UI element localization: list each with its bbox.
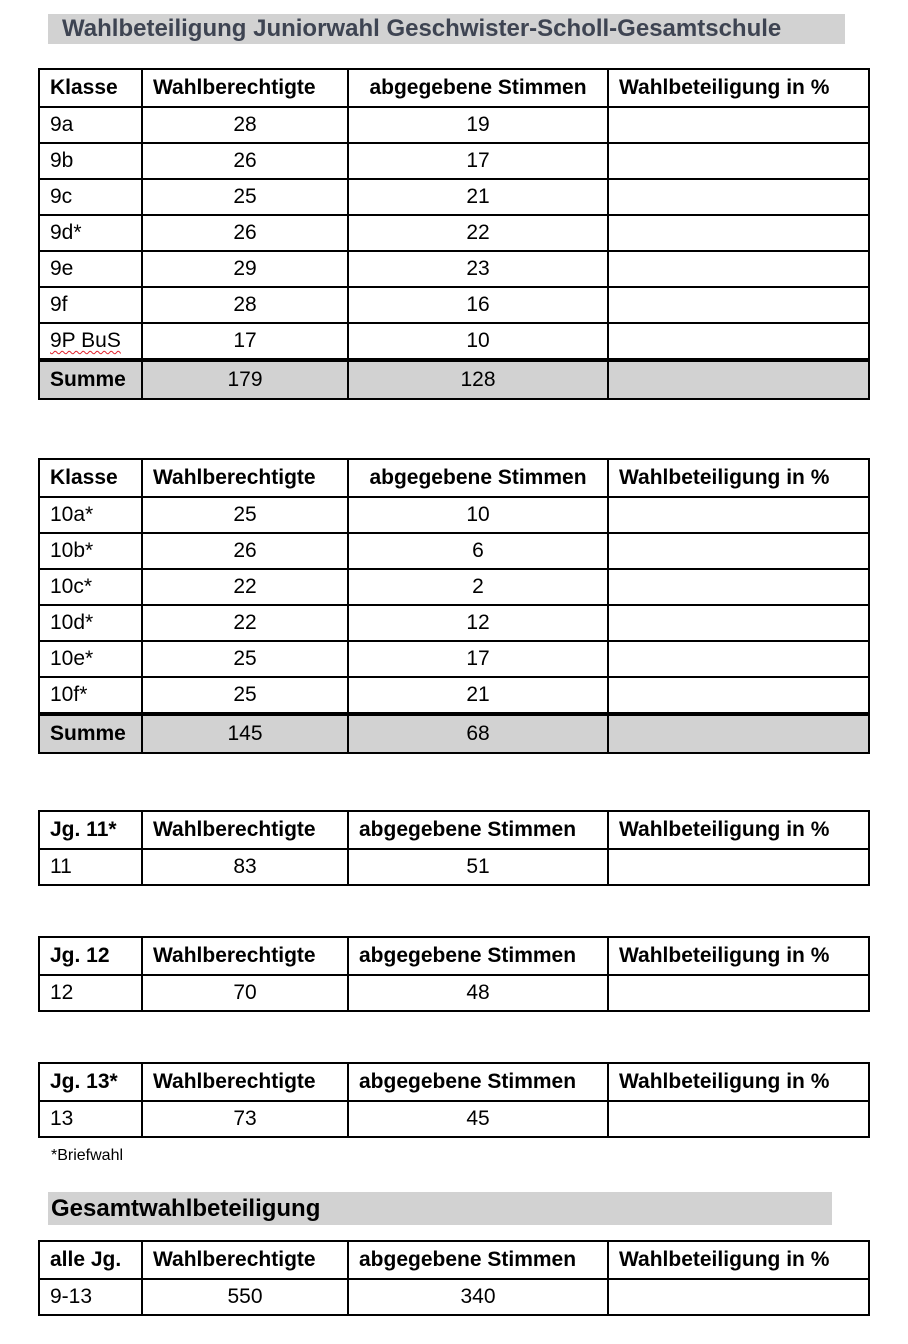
header-turnout: Wahlbeteiligung in % <box>608 1241 869 1279</box>
table-row <box>39 179 869 215</box>
cell-class: 9c <box>39 179 142 215</box>
cell-eligible: 26 <box>142 215 348 251</box>
page-title: Wahlbeteiligung Juniorwahl Geschwister-Scholl-Gesamtschule <box>48 14 845 44</box>
table-row <box>39 1279 869 1315</box>
header-class: Jg. 11* <box>39 811 142 849</box>
cell-turnout[interactable] <box>608 497 869 533</box>
cell-eligible: 25 <box>142 641 348 677</box>
header-eligible: Wahlberechtigte <box>142 459 348 497</box>
table-row <box>39 107 869 143</box>
table-row <box>39 215 869 251</box>
cell-eligible: 28 <box>142 107 348 143</box>
header-class: alle Jg. <box>39 1241 142 1279</box>
table-grade-13 <box>38 1062 870 1138</box>
header-class: Klasse <box>39 459 142 497</box>
cell-eligible: 83 <box>142 849 348 885</box>
cell-eligible: 25 <box>142 497 348 533</box>
table-total <box>38 1240 870 1316</box>
cell-votes: 51 <box>348 849 608 885</box>
cell-class <box>39 323 142 360</box>
table-row <box>39 251 869 287</box>
header-votes: abgegebene Stimmen <box>348 1063 608 1101</box>
table-grade-11 <box>38 810 870 886</box>
cell-eligible: 29 <box>142 251 348 287</box>
spellcheck-marked-text: 9P BuS <box>50 329 121 352</box>
header-class: Klasse <box>39 69 142 107</box>
cell-class: 10e* <box>39 641 142 677</box>
header-turnout: Wahlbeteiligung in % <box>608 937 869 975</box>
table-header-row <box>39 811 869 849</box>
cell-eligible: 73 <box>142 1101 348 1137</box>
header-eligible: Wahlberechtigte <box>142 1241 348 1279</box>
header-votes: abgegebene Stimmen <box>348 937 608 975</box>
table-row <box>39 323 869 360</box>
cell-class: 10c* <box>39 569 142 605</box>
cell-votes: 2 <box>348 569 608 605</box>
table-row <box>39 975 869 1011</box>
cell-class: 9b <box>39 143 142 179</box>
table-header-row <box>39 937 869 975</box>
table-row <box>39 569 869 605</box>
cell-class: 13 <box>39 1101 142 1137</box>
sum-eligible: 145 <box>142 714 348 753</box>
table-header-row <box>39 1241 869 1279</box>
table-header-row <box>39 69 869 107</box>
header-eligible: Wahlberechtigte <box>142 69 348 107</box>
cell-eligible: 28 <box>142 287 348 323</box>
sum-row <box>39 714 869 753</box>
cell-turnout[interactable] <box>608 179 869 215</box>
sum-turnout[interactable] <box>608 714 869 753</box>
footnote-briefwahl: *Briefwahl <box>51 1147 124 1164</box>
cell-eligible: 550 <box>142 1279 348 1315</box>
table-row <box>39 143 869 179</box>
table-row <box>39 605 869 641</box>
cell-turnout[interactable] <box>608 287 869 323</box>
cell-turnout[interactable] <box>608 975 869 1011</box>
header-class: Jg. 12 <box>39 937 142 975</box>
cell-turnout[interactable] <box>608 1279 869 1315</box>
cell-class: 9d* <box>39 215 142 251</box>
sum-label: Summe <box>39 714 142 753</box>
cell-class: 9e <box>39 251 142 287</box>
cell-turnout[interactable] <box>608 605 869 641</box>
cell-votes: 21 <box>348 179 608 215</box>
cell-turnout[interactable] <box>608 533 869 569</box>
header-eligible: Wahlberechtigte <box>142 937 348 975</box>
table-row <box>39 533 869 569</box>
cell-turnout[interactable] <box>608 107 869 143</box>
cell-votes: 340 <box>348 1279 608 1315</box>
header-votes: abgegebene Stimmen <box>348 811 608 849</box>
cell-class: 12 <box>39 975 142 1011</box>
cell-votes: 21 <box>348 677 608 714</box>
cell-turnout[interactable] <box>608 569 869 605</box>
cell-votes: 10 <box>348 323 608 360</box>
header-turnout: Wahlbeteiligung in % <box>608 1063 869 1101</box>
cell-turnout[interactable] <box>608 641 869 677</box>
table-grade-10 <box>38 458 870 754</box>
table-row <box>39 497 869 533</box>
header-votes: abgegebene Stimmen <box>348 69 608 107</box>
cell-votes: 10 <box>348 497 608 533</box>
section-heading-total: Gesamtwahlbeteiligung <box>48 1192 832 1225</box>
sum-votes: 68 <box>348 714 608 753</box>
header-class: Jg. 13* <box>39 1063 142 1101</box>
cell-votes: 48 <box>348 975 608 1011</box>
header-votes: abgegebene Stimmen <box>348 459 608 497</box>
table-row <box>39 1101 869 1137</box>
cell-votes: 19 <box>348 107 608 143</box>
cell-class: 10b* <box>39 533 142 569</box>
cell-eligible: 26 <box>142 533 348 569</box>
header-turnout: Wahlbeteiligung in % <box>608 811 869 849</box>
cell-class: 10d* <box>39 605 142 641</box>
cell-eligible: 26 <box>142 143 348 179</box>
cell-class: 10f* <box>39 677 142 714</box>
cell-class: 9-13 <box>39 1279 142 1315</box>
cell-turnout[interactable] <box>608 1101 869 1137</box>
table-row <box>39 641 869 677</box>
header-votes: abgegebene Stimmen <box>348 1241 608 1279</box>
cell-votes: 6 <box>348 533 608 569</box>
header-eligible: Wahlberechtigte <box>142 1063 348 1101</box>
cell-eligible: 70 <box>142 975 348 1011</box>
cell-class: 9a <box>39 107 142 143</box>
cell-turnout[interactable] <box>608 677 869 714</box>
cell-class: 11 <box>39 849 142 885</box>
table-header-row <box>39 1063 869 1101</box>
cell-votes: 23 <box>348 251 608 287</box>
sum-turnout[interactable] <box>608 360 869 399</box>
sum-eligible: 179 <box>142 360 348 399</box>
sum-label: Summe <box>39 360 142 399</box>
cell-votes: 22 <box>348 215 608 251</box>
header-eligible: Wahlberechtigte <box>142 811 348 849</box>
table-row <box>39 287 869 323</box>
cell-turnout[interactable] <box>608 849 869 885</box>
cell-turnout[interactable] <box>608 215 869 251</box>
cell-turnout[interactable] <box>608 323 869 360</box>
cell-turnout[interactable] <box>608 251 869 287</box>
header-turnout: Wahlbeteiligung in % <box>608 459 869 497</box>
sum-row <box>39 360 869 399</box>
table-row <box>39 677 869 714</box>
cell-votes: 45 <box>348 1101 608 1137</box>
cell-turnout[interactable] <box>608 143 869 179</box>
cell-eligible: 17 <box>142 323 348 360</box>
cell-eligible: 22 <box>142 569 348 605</box>
cell-class: 10a* <box>39 497 142 533</box>
cell-votes: 12 <box>348 605 608 641</box>
cell-votes: 17 <box>348 641 608 677</box>
table-grade-9 <box>38 68 870 400</box>
table-header-row <box>39 459 869 497</box>
cell-eligible: 25 <box>142 179 348 215</box>
header-turnout: Wahlbeteiligung in % <box>608 69 869 107</box>
cell-votes: 17 <box>348 143 608 179</box>
cell-class: 9f <box>39 287 142 323</box>
cell-eligible: 22 <box>142 605 348 641</box>
table-row <box>39 849 869 885</box>
cell-eligible: 25 <box>142 677 348 714</box>
cell-votes: 16 <box>348 287 608 323</box>
sum-votes: 128 <box>348 360 608 399</box>
table-grade-12 <box>38 936 870 1012</box>
